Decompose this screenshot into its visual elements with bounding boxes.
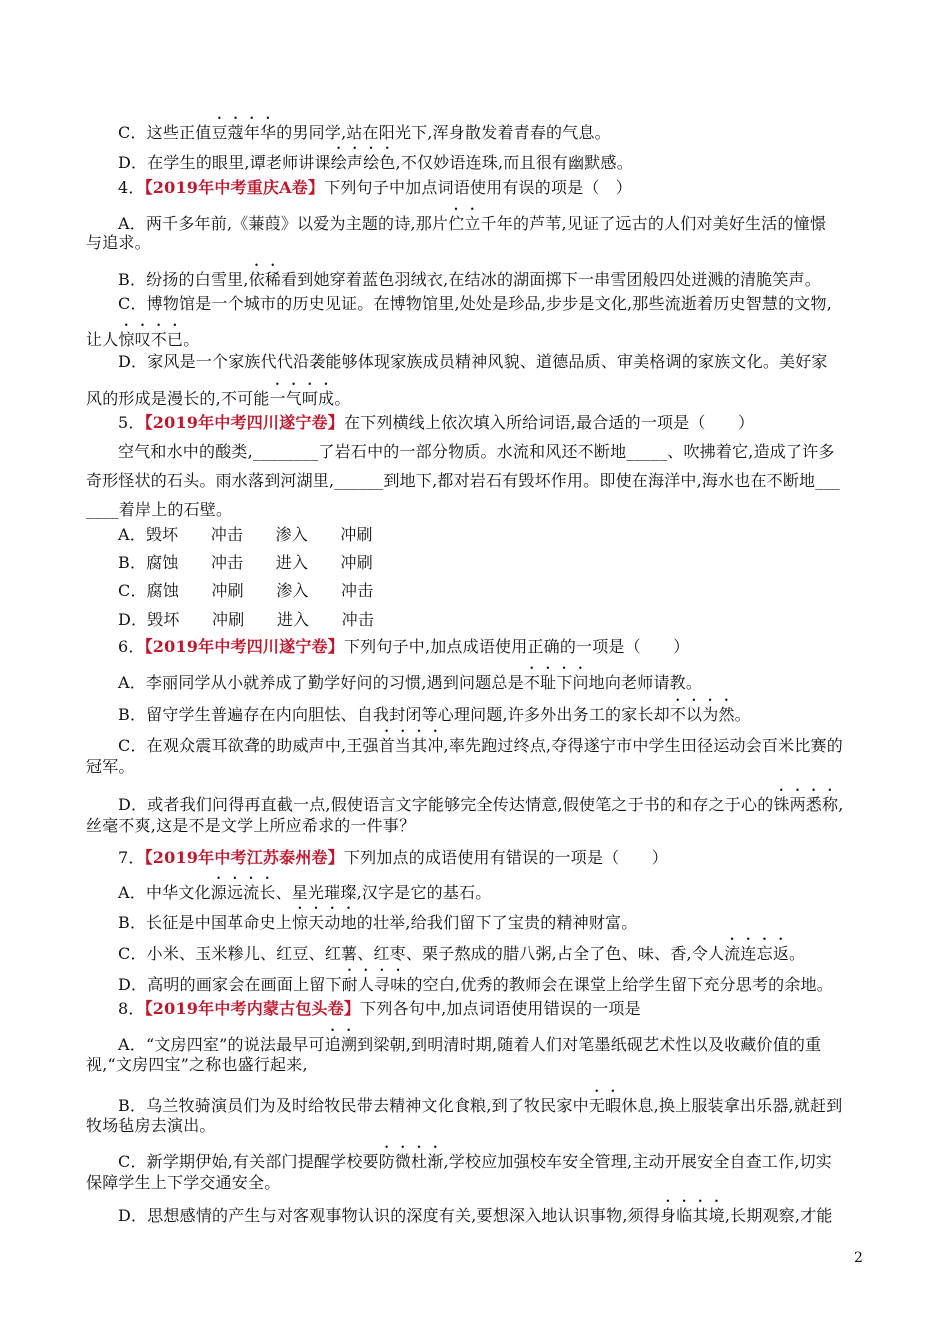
emphasized-term: 惊叹不已 xyxy=(118,330,184,349)
question-heading xyxy=(118,412,866,434)
text-line xyxy=(86,321,866,351)
text-line xyxy=(118,904,866,934)
line-text: C．腐蚀 冲刷 渗入 冲击 xyxy=(118,581,374,600)
emphasized-term: 依稀 xyxy=(248,270,282,289)
emphasized-term: 伫立 xyxy=(448,214,481,233)
emphasized-term: 无暇 xyxy=(588,1096,622,1115)
line-text: ,率先跑过终点,夺得遂宁市中学生田径运动会百米比赛的 xyxy=(443,736,843,755)
line-text: 。 xyxy=(734,705,751,724)
line-text: A．中华文化 xyxy=(118,883,211,902)
text-line xyxy=(118,935,866,965)
question-number: 5． xyxy=(118,413,145,432)
line-text: A．两千多年前,《蒹葭》以爱为主题的诗,那片 xyxy=(118,214,449,233)
line-text: 空气和水中的酸类,________了岩石中的一部分物质。水流和风还不断地_____、吹拂着它,造成了许多 xyxy=(118,442,835,461)
line-text: B．腐蚀 冲击 进入 冲刷 xyxy=(118,553,373,572)
line-text: B．纷扬的白雪里, xyxy=(118,270,249,289)
text-line xyxy=(86,499,866,521)
line-text: B．留守学生普遍存在内向胆怯、自我封闭等心理问题,许多外出务工的家长却 xyxy=(118,705,670,724)
line-text: D．高明的画家会在画面上留下 xyxy=(118,975,342,994)
line-text: 在下列横线上依次填入所给词语,最合适的一项是（ ） xyxy=(343,413,755,432)
line-text: 千年的芦苇,见证了远古的人们对美好生活的憧憬 xyxy=(480,214,827,233)
question-number: 8． xyxy=(118,999,145,1018)
line-text: 到梁朝,到明清时期,随着人们对笔墨纸砚艺术性以及收藏价值的重 xyxy=(357,1035,822,1054)
text-line xyxy=(86,1115,866,1137)
line-text: C．博物馆是一个城市的历史见证。在博物馆里,处处是珍品,步步是文化,那些流逝着历史智慧的文物, xyxy=(118,294,832,313)
text-line xyxy=(118,874,866,904)
emphasized-term: 不耻下问 xyxy=(523,673,589,692)
emphasized-term: 不以为然 xyxy=(669,705,735,724)
line-text: 下列句子中,加点成语使用正确的一项是（ ） xyxy=(343,637,690,656)
emphasized-term: 流连忘返 xyxy=(724,944,790,963)
line-text: 。 xyxy=(789,944,806,963)
text-line xyxy=(118,205,866,235)
line-text: 、星光璀璨,汉字是它的基石。 xyxy=(275,883,492,902)
line-text: C．这些正值 xyxy=(118,123,212,142)
question-number: 7． xyxy=(118,848,145,867)
line-text: ,不仅妙语连珠,而且很有幽默感。 xyxy=(395,153,633,172)
text-line xyxy=(118,144,866,174)
line-text: 下列句子中加点词语使用有误的项是（ ） xyxy=(324,178,632,197)
question-number: 6． xyxy=(118,637,145,656)
line-text: D．思想感情的产生与对客观事物认识的深度有关,要想深入地认识事物,须得 xyxy=(118,1206,661,1225)
question-heading xyxy=(118,636,866,658)
emphasized-term: 身临其境 xyxy=(660,1206,725,1225)
line-text: 的壮举,给我们留下了宝贵的精神财富。 xyxy=(356,913,638,932)
text-line xyxy=(86,232,866,254)
text-line xyxy=(118,609,866,631)
line-text: 让人 xyxy=(86,330,119,349)
text-line xyxy=(118,727,866,757)
question-number: 4． xyxy=(118,178,145,197)
line-text: A．毁坏 冲击 渗入 冲刷 xyxy=(118,525,373,544)
line-text: B．乌兰牧骑演员们为及时给牧民带去精神文化食粮,到了牧民家中 xyxy=(118,1096,589,1115)
text-line xyxy=(118,293,866,315)
emphasized-term: 源远流长 xyxy=(210,883,276,902)
text-line xyxy=(118,1197,866,1227)
line-text: C．小米、玉米糁儿、红豆、红薯、红枣、栗子熬成的腊八粥,占全了色、味、香,令人 xyxy=(118,944,725,963)
line-text: D．或者我们问得再直截一点,假使语言文字能够完全传达情意,假使笔之于书的和存之于心的 xyxy=(118,795,774,814)
text-line xyxy=(118,580,866,602)
line-text: D．家风是一个家族代代沿袭能够体现家族成员精神风貌、道德品质、审美格调的家族文化。美好家 xyxy=(118,352,828,371)
line-text: 的男同学,站在阳光下,浑身散发着青春的气息。 xyxy=(276,123,611,142)
emphasized-term: 防微杜渐 xyxy=(378,1152,444,1171)
text-line xyxy=(86,756,866,778)
page-number: 2 xyxy=(854,1250,863,1266)
line-text: ____着岸上的石壁。 xyxy=(86,500,233,519)
emphasized-term: 一气呵成 xyxy=(269,389,335,408)
question-source: 【2019年中考江苏泰州卷】 xyxy=(144,848,344,867)
line-text: 下列各句中,加点词语使用错误的一项是 xyxy=(360,999,641,1018)
line-text: A．“文房四室”的说法最早可 xyxy=(118,1035,325,1054)
line-text: 地向老师请教。 xyxy=(588,673,703,692)
text-line xyxy=(118,664,866,694)
line-text: C．在观众震耳欲聋的助威声中,王强 xyxy=(118,736,379,755)
emphasized-term: 追溯 xyxy=(324,1035,358,1054)
text-line xyxy=(86,1172,866,1194)
text-line xyxy=(118,1143,866,1173)
line-text: ,学校应加强校车安全管理,主动开展安全自查工作,切实 xyxy=(443,1152,833,1171)
line-text: 奇形怪状的石头。雨水落到河湖里,______到地下,都对岩石有毁坏作用。即使在海洋中,海水也在不断地___ xyxy=(86,471,840,490)
question-source: 【2019年中考四川遂宁卷】 xyxy=(144,637,344,656)
question-source: 【2019年中考内蒙古包头卷】 xyxy=(144,999,361,1018)
line-text: 丝毫不爽,这是不是文学上所应希求的一件事？ xyxy=(86,816,416,835)
line-text: 下列加点的成语使用有错误的一项是（ ） xyxy=(343,848,668,867)
emphasized-term: 耐人寻味 xyxy=(341,975,407,994)
question-heading xyxy=(118,998,866,1020)
text-line xyxy=(118,1087,866,1117)
text-line xyxy=(118,351,866,373)
text-line xyxy=(118,966,866,996)
text-line xyxy=(86,380,866,410)
line-text: 的空白,优秀的教师会在课堂上给学生留下充分思考的余地。 xyxy=(406,975,833,994)
text-line xyxy=(118,1026,866,1056)
text-line xyxy=(118,696,866,726)
text-line xyxy=(118,786,866,816)
line-text: 与追求。 xyxy=(86,233,151,252)
emphasized-term: 惊天动地 xyxy=(291,913,357,932)
question-heading xyxy=(118,177,866,199)
line-text: 牧场毡房去演出。 xyxy=(86,1116,216,1135)
line-text: 视,“文房四宝”之称也盛行起来, xyxy=(86,1055,308,1074)
line-text: A．李丽同学从小就养成了勤学好问的习惯,遇到问题总是 xyxy=(118,673,524,692)
line-text: C．新学期伊始,有关部门提醒学校要 xyxy=(118,1152,379,1171)
line-text: D．毁坏 冲刷 进入 冲击 xyxy=(118,610,375,629)
emphasized-term: 铢两悉称 xyxy=(773,795,839,814)
emphasized-term: 绘声绘色 xyxy=(330,153,396,172)
line-text: 。 xyxy=(334,389,351,408)
text-line xyxy=(86,1054,866,1076)
line-text: 保障学生上下学交通安全。 xyxy=(86,1173,281,1192)
text-line xyxy=(118,552,866,574)
line-text: D．在学生的眼里,谭老师讲课 xyxy=(118,153,331,172)
text-line xyxy=(118,261,866,291)
line-text: 。 xyxy=(183,330,200,349)
line-text: 风的形成是漫长的,不可能 xyxy=(86,389,270,408)
text-line xyxy=(118,114,866,144)
question-source: 【2019年中考重庆A卷】 xyxy=(144,178,325,197)
line-text: ,长期观察,才能 xyxy=(724,1206,833,1225)
text-line xyxy=(86,815,866,837)
line-text: , xyxy=(838,795,844,814)
line-text: 休息,换上服装拿出乐器,就赶到 xyxy=(621,1096,843,1115)
question-heading xyxy=(118,847,866,869)
line-text: 看到她穿着蓝色羽绒衣,在结冰的湖面掷下一串雪团般四处迸溅的清脆笑声。 xyxy=(281,270,821,289)
emphasized-term: 首当其冲 xyxy=(378,736,444,755)
line-text: 冠军。 xyxy=(86,757,135,776)
emphasized-term: 豆蔻年华 xyxy=(211,123,277,142)
line-text: B．长征是中国革命史上 xyxy=(118,913,292,932)
text-line xyxy=(86,470,866,492)
text-line xyxy=(118,441,866,463)
question-source: 【2019年中考四川遂宁卷】 xyxy=(144,413,344,432)
text-line xyxy=(118,524,866,546)
